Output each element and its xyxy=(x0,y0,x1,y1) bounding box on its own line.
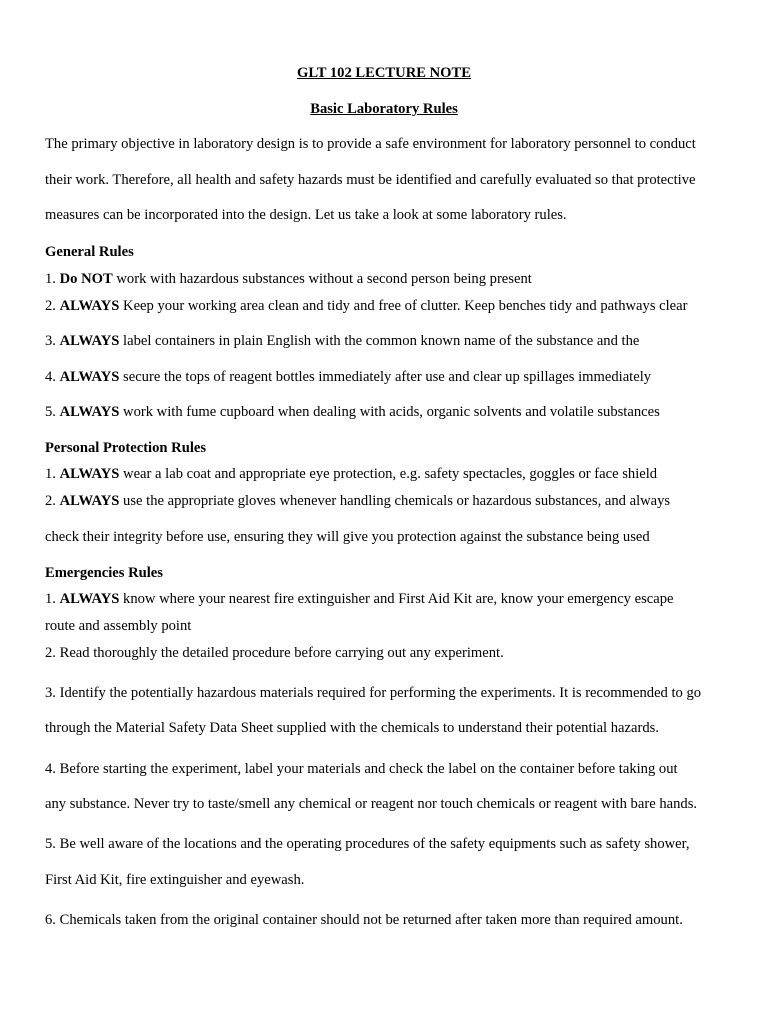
intro-line: their work. Therefore, all health and safety hazards must be identified and carefully evaluated so that protective xyxy=(45,172,696,188)
emergency-rule: 1. ALWAYS know where your nearest fire extinguisher and First Aid Kit are, know your emergency escape xyxy=(45,591,674,607)
emergency-rule-continuation: First Aid Kit, fire extinguisher and eyewash. xyxy=(45,872,305,888)
personal-rule-continuation: check their integrity before use, ensuring they will give you protection against the substance being used xyxy=(45,529,650,545)
page-title: GLT 102 LECTURE NOTE xyxy=(297,65,471,81)
emergency-rule: 4. Before starting the experiment, label your materials and check the label on the container before taking out xyxy=(45,761,678,777)
intro-line: The primary objective in laboratory design is to provide a safe environment for laboratory personnel to conduct xyxy=(45,136,696,152)
general-rule: 4. ALWAYS secure the tops of reagent bottles immediately after use and clear up spillages immediately xyxy=(45,369,652,385)
general-rule: 3. ALWAYS label containers in plain English with the common known name of the substance and the xyxy=(45,333,640,349)
emergency-rule: 2. Read thoroughly the detailed procedure before carrying out any experiment. xyxy=(45,645,504,661)
emergency-rule: 3. Identify the potentially hazardous materials required for performing the experiments. It is recommended to go xyxy=(45,685,702,701)
personal-rule: 2. ALWAYS use the appropriate gloves whenever handling chemicals or hazardous substances, and always xyxy=(45,493,671,509)
personal-protection-heading: Personal Protection Rules xyxy=(45,440,207,456)
emergency-rule-continuation: route and assembly point xyxy=(45,618,192,634)
emergency-rule: 5. Be well aware of the locations and the operating procedures of the safety equipments such as safety shower, xyxy=(45,836,690,852)
emergencies-heading: Emergencies Rules xyxy=(45,565,163,581)
general-rules-heading: General Rules xyxy=(45,244,134,260)
intro-line: measures can be incorporated into the design. Let us take a look at some laboratory rules. xyxy=(45,207,567,223)
personal-rule: 1. ALWAYS wear a lab coat and appropriate eye protection, e.g. safety spectacles, goggles or face shield xyxy=(45,466,658,482)
emergency-rule: 6. Chemicals taken from the original container should not be returned after taken more than required amount. xyxy=(45,912,683,928)
emergency-rule-continuation: through the Material Safety Data Sheet supplied with the chemicals to understand their potential hazards. xyxy=(45,720,659,736)
general-rule: 1. Do NOT work with hazardous substances without a second person being present xyxy=(45,271,532,287)
general-rule: 5. ALWAYS work with fume cupboard when dealing with acids, organic solvents and volatile substances xyxy=(45,404,660,420)
page-subtitle: Basic Laboratory Rules xyxy=(310,101,458,117)
general-rule: 2. ALWAYS Keep your working area clean and tidy and free of clutter. Keep benches tidy and pathways clear xyxy=(45,298,688,314)
emergency-rule-continuation: any substance. Never try to taste/smell any chemical or reagent nor touch chemicals or reagent with bare hands. xyxy=(45,796,698,812)
